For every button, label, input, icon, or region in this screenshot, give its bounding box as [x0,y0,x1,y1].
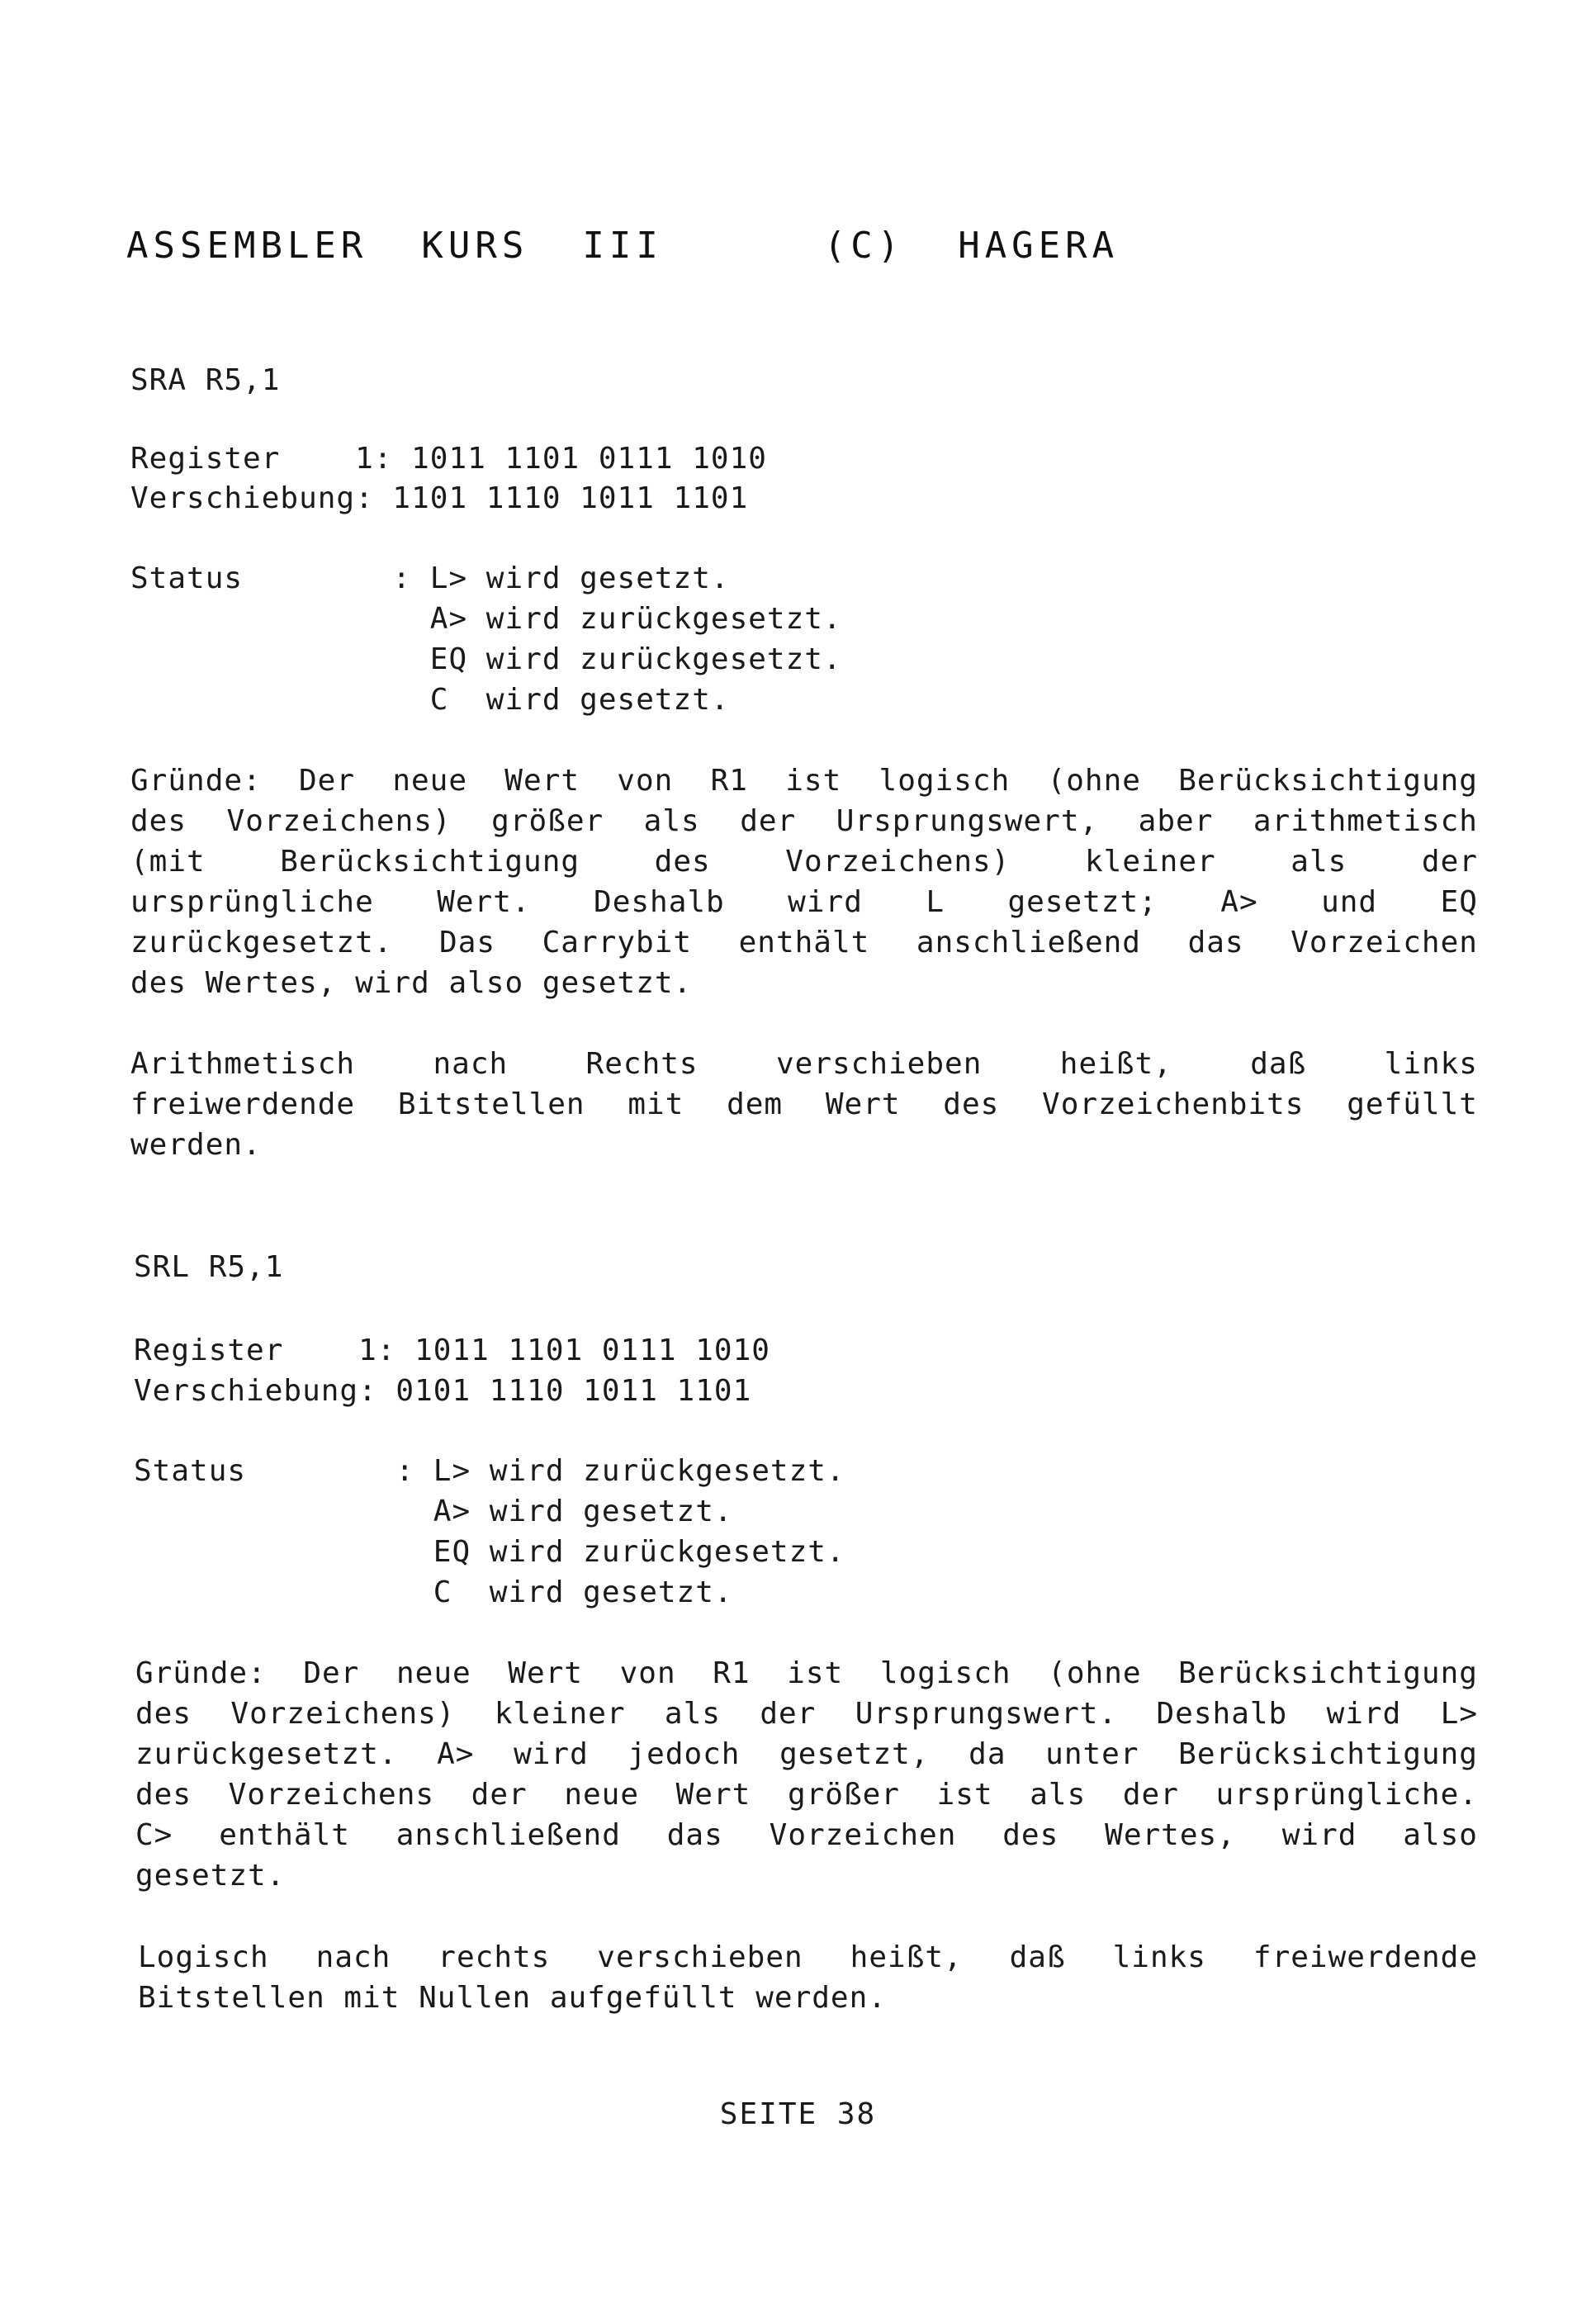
word: rechts [438,1940,551,1974]
word: wird [514,1737,589,1771]
shift-line: Verschiebung: 1101 1110 1011 1101 [130,481,749,515]
word: Das [439,926,496,959]
word: ist [785,764,842,798]
word: der [471,1778,528,1812]
word: Wert. [437,885,531,919]
word: Vorzeichens [228,1778,435,1812]
register-line: Register 1: 1011 1101 0111 1010 [130,442,767,476]
word: anschließend [395,1818,621,1852]
word: gesetzt, [779,1737,930,1771]
word: der [1122,1778,1179,1812]
word: gesetzt; [1007,885,1158,919]
word: aber [1138,804,1214,838]
word: Gründe: [135,1656,267,1690]
word: L> [1440,1697,1478,1731]
reasons-line [135,1816,1478,1855]
word: logisch [879,1656,1011,1690]
word: das [666,1818,723,1852]
word: Carrybit [542,926,693,959]
word: freiwerdende [1253,1940,1478,1974]
word: zurückgesetzt. [130,926,393,959]
word: der [1421,845,1478,879]
word: Vorzeichen [769,1818,957,1852]
word: Wert [504,764,580,798]
word: neue [395,1656,471,1690]
word: ursprüngliche [130,885,374,919]
word: Vorzeichens) [785,845,1011,879]
word: von [619,1656,676,1690]
word: wird [788,885,863,919]
word: ist [936,1778,993,1812]
word: Vorzeichenbits [1042,1087,1305,1121]
word: Rechts [585,1047,699,1081]
word: (ohne [1047,764,1141,798]
word: freiwerdende [130,1087,356,1121]
word: dem [727,1087,784,1121]
word: daß [1250,1047,1307,1081]
status-line: EQ wird zurückgesetzt. [130,642,842,676]
word: wird [1326,1697,1402,1731]
word: Ursprungswert, [836,804,1099,838]
word: wird [1281,1818,1357,1852]
word: als [643,804,700,838]
word: heißt, [1059,1047,1172,1081]
word: Arithmetisch [130,1047,356,1081]
word: kleiner [494,1697,626,1731]
status-line: C wird gesetzt. [130,683,730,717]
status-line: A> wird gesetzt. [134,1495,733,1528]
status-line: A> wird zurückgesetzt. [130,602,842,636]
word: Bitstellen [397,1087,585,1121]
word: das [1187,926,1244,959]
reasons-line [135,1694,1478,1734]
word: Berücksichtigung [1178,1656,1478,1690]
word: links [1112,1940,1206,1974]
word: von [617,764,674,798]
explanation-line: werden. [130,1128,262,1162]
word: EQ [1440,885,1478,919]
word: des [135,1697,192,1731]
word: da [968,1737,1006,1771]
word: Berücksichtigung [1178,1737,1478,1771]
reasons-line [135,1775,1478,1815]
word: logisch [879,764,1011,798]
word: A> [1220,885,1258,919]
word: ursprüngliche. [1215,1778,1478,1812]
reasons-line [135,1654,1478,1694]
word: daß [1009,1940,1066,1974]
status-line: Status : L> wird gesetzt. [130,561,730,595]
word: anschließend [916,926,1141,959]
word: Der [303,1656,360,1690]
instruction-heading: SRL R5,1 [134,1250,284,1284]
reasons-line: gesetzt. [135,1859,286,1893]
word: ist [787,1656,844,1690]
word: R1 [713,1656,751,1690]
word: C> [135,1818,173,1852]
word: Wert [675,1778,751,1812]
word: kleiner [1084,845,1216,879]
word: Wertes, [1105,1818,1236,1852]
reasons-line [130,842,1478,882]
word: (mit [130,845,206,879]
word: R1 [710,764,748,798]
word: der [760,1697,817,1731]
word: und [1321,885,1378,919]
word: gefüllt [1347,1087,1478,1121]
word: Vorzeichen [1291,926,1478,959]
instruction-heading: SRA R5,1 [130,363,281,397]
reasons-line [130,923,1478,963]
status-line: Status : L> wird zurückgesetzt. [134,1454,845,1488]
word: nach [433,1047,509,1081]
word: enthält [219,1818,350,1852]
word: verschieben [597,1940,803,1974]
word: jedoch [628,1737,741,1771]
word: Logisch [138,1940,269,1974]
reasons-line [130,883,1478,922]
word: nach [315,1940,391,1974]
word: als [1291,845,1347,879]
word: heißt, [850,1940,963,1974]
word: als [1030,1778,1087,1812]
reasons-line [135,1735,1478,1774]
word: des [654,845,711,879]
word: Wert [825,1087,901,1121]
word: Ursprungswert. [855,1697,1118,1731]
word: neue [564,1778,640,1812]
status-line: C wird gesetzt. [134,1575,733,1609]
word: Der [299,764,356,798]
word: größer [491,804,604,838]
page-title: ASSEMBLER KURS III (C) HAGERA [126,225,1120,267]
word: als [664,1697,721,1731]
explanation-line [138,1938,1478,1978]
word: des [130,804,187,838]
word: Vorzeichens) [226,804,452,838]
word: neue [392,764,468,798]
word: Vorzeichens) [230,1697,456,1731]
explanation-line: Bitstellen mit Nullen aufgefüllt werden. [138,1981,887,2015]
word: unter [1045,1737,1139,1771]
word: mit [628,1087,684,1121]
status-line: EQ wird zurückgesetzt. [134,1535,845,1569]
register-line: Register 1: 1011 1101 0111 1010 [134,1334,770,1367]
word: (ohne [1048,1656,1142,1690]
reasons-line [130,761,1478,801]
reasons-line: des Wertes, wird also gesetzt. [130,966,693,1000]
word: des [1002,1818,1059,1852]
word: des [943,1087,1000,1121]
word: enthält [738,926,870,959]
page-number: SEITE 38 [719,2097,877,2131]
word: Deshalb [1156,1697,1288,1731]
word: Deshalb [594,885,725,919]
shift-line: Verschiebung: 0101 1110 1011 1101 [134,1374,752,1408]
word: verschieben [775,1047,983,1081]
word: des [135,1778,192,1812]
word: Gründe: [130,764,262,798]
word: größer [787,1778,900,1812]
word: L [926,885,945,919]
word: der [740,804,797,838]
reasons-line [130,802,1478,841]
word: Berücksichtigung [280,845,580,879]
explanation-line [130,1045,1478,1084]
word: A> [437,1737,475,1771]
word: Berücksichtigung [1178,764,1478,798]
word: Wert [508,1656,583,1690]
word: arithmetisch [1253,804,1478,838]
word: zurückgesetzt. [135,1737,398,1771]
explanation-line [130,1085,1478,1125]
word: also [1403,1818,1478,1852]
word: links [1384,1047,1478,1081]
